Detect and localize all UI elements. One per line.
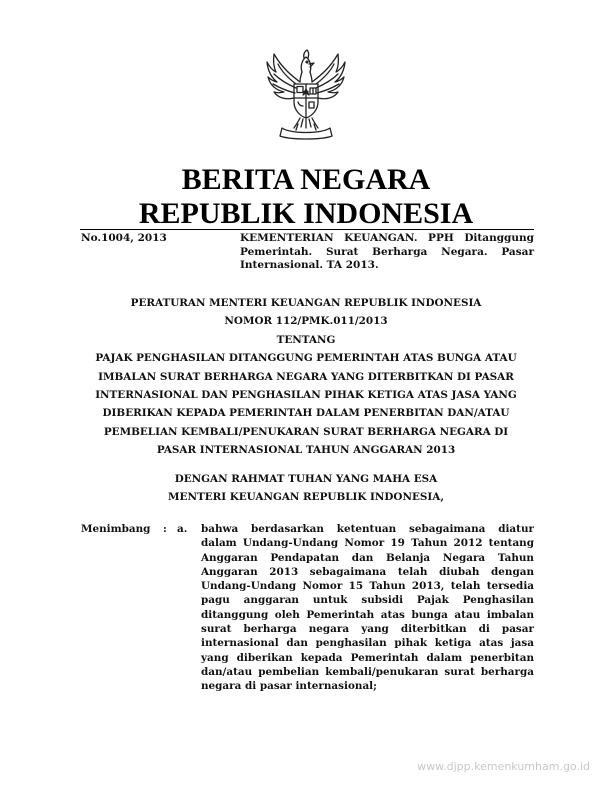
preamble-line: DENGAN RAHMAT TUHAN YANG MAHA ESA bbox=[174, 472, 438, 485]
item-marker: a. bbox=[177, 523, 188, 535]
regulation-title-line: PASAR INTERNASIONAL TAHUN ANGGARAN 2013 bbox=[156, 444, 456, 457]
masthead-divider bbox=[80, 229, 534, 230]
considering-paragraph: bahwa berdasarkan ketentuan sebagaimana diatur dalam Undang-Undang Nomor 19 Tahun 2012 tentang Anggaran Pendapatan dan Belanja Negara Tahun Anggaran 2013 sebagaimana telah diubah dengan Undang-Undang Nomor 15 Tahun 2013, telah tersedia pagu anggaran untuk subsidi Pajak Penghasilan ditanggung oleh Pemerintah atas bunga atau imbalan surat berharga negara yang diterbitkan di pasar internasional dan penghasilan pihak ketiga atas jasa yang diberikan kepada Pemerintah dalam penerbitan dan/atau pembelian kembali/penukaran surat berharga negara di pasar internasional; bbox=[201, 523, 534, 693]
masthead-title-line1: BERITA NEGARA bbox=[181, 163, 431, 196]
garuda-emblem-icon bbox=[256, 42, 356, 142]
regulation-title-line: TENTANG bbox=[276, 333, 336, 346]
preamble-line: MENTERI KEUANGAN REPUBLIK INDONESIA, bbox=[168, 491, 444, 504]
regulation-title-line: IMBALAN SURAT BERHARGA NEGARA YANG DITERBITKAN DI PASAR bbox=[98, 370, 514, 383]
spacer bbox=[70, 460, 542, 470]
gazette-subject: KEMENTERIAN KEUANGAN. PPH Ditanggung Pemerintah. Surat Berharga Negara. Pasar Internasional. TA 2013. bbox=[240, 232, 534, 272]
footer-url: www.djpp.kemenkumham.go.id bbox=[417, 760, 590, 773]
regulation-title bbox=[70, 294, 542, 506]
regulation-title-line: PAJAK PENGHASILAN DITANGGUNG PEMERINTAH ATAS BUNGA ATAU bbox=[95, 352, 517, 365]
regulation-title-line: DIBERIKAN KEPADA PEMERINTAH DALAM PENERBITAN DAN/ATAU bbox=[102, 407, 510, 420]
regulation-title-line: PEMBELIAN KEMBALI/PENUKARAN SURAT BERHARGA NEGARA DI bbox=[103, 425, 509, 438]
regulation-title-line: PERATURAN MENTERI KEUANGAN REPUBLIK INDONESIA bbox=[130, 297, 482, 309]
gazette-number: No.1004, 2013 bbox=[81, 232, 167, 244]
considering-colon: : bbox=[163, 523, 167, 535]
masthead-title-line2: REPUBLIK INDONESIA bbox=[138, 197, 474, 230]
regulation-title-line: INTERNASIONAL DAN PENGHASILAN PIHAK KETIGA ATAS JASA YANG bbox=[95, 389, 517, 402]
considering-label: Menimbang bbox=[81, 523, 151, 535]
regulation-title-line: NOMOR 112/PMK.011/2013 bbox=[224, 315, 388, 328]
